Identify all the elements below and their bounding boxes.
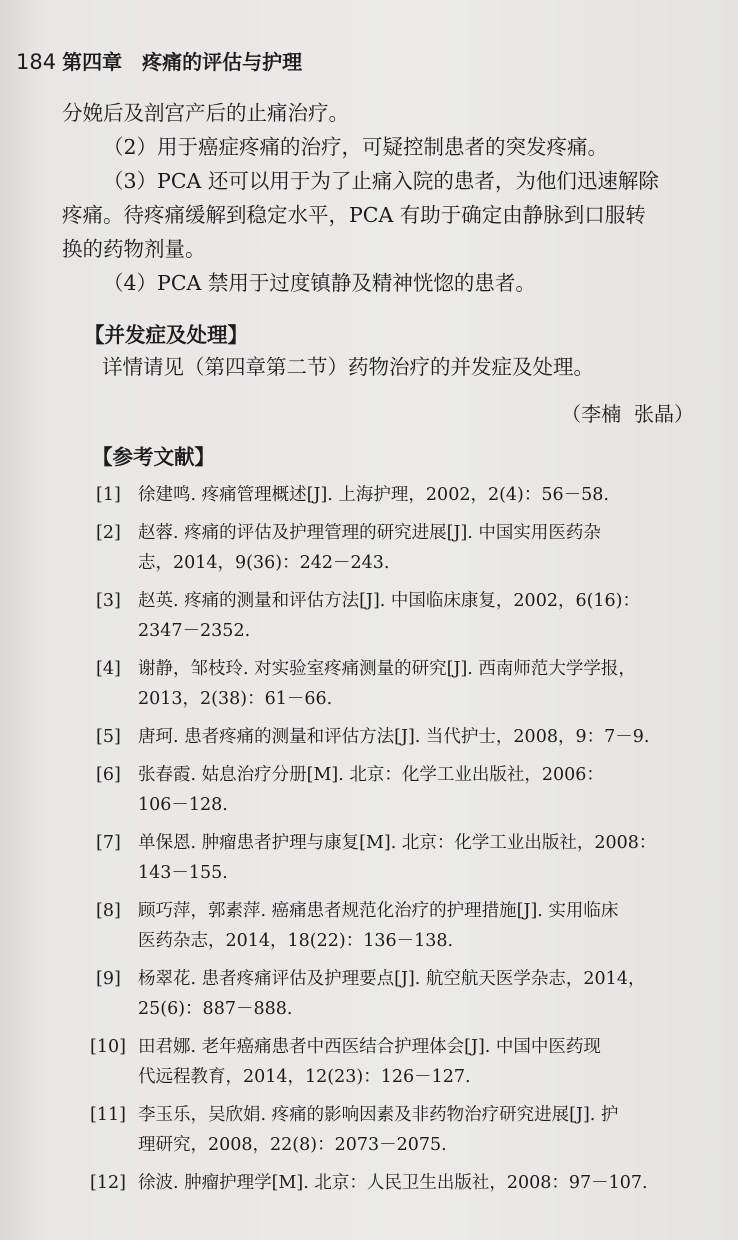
reference-item [90, 1168, 696, 1198]
reference-number: [10] [90, 1037, 126, 1057]
reference-line: 赵蓉. 疼痛的评估及护理管理的研究进展[J]. 中国实用医药杂 [138, 523, 601, 543]
reference-number: [2] [96, 523, 121, 543]
complication-text-block [102, 350, 738, 384]
reference-number: [8] [96, 901, 121, 921]
reference-line: 2347－2352. [138, 621, 251, 641]
reference-line: 143－155. [138, 863, 228, 883]
reference-number: [11] [90, 1105, 126, 1125]
chapter-title: 疼痛的评估与护理 [142, 50, 303, 74]
complication-text: 详情请见（第四章第二节）药物治疗的并发症及处理。 [102, 355, 594, 379]
reference-number: [6] [96, 765, 121, 785]
reference-line: 李玉乐，吴欣娟. 疼痛的影响因素及非药物治疗研究进展[J]. 护 [138, 1105, 619, 1125]
body-line: 疼痛。待疼痛缓解到稳定水平，PCA 有助于确定由静脉到口服转 [62, 203, 646, 227]
complication-heading: 【并发症及处理】 [84, 323, 248, 347]
reference-line: 张春霞. 姑息治疗分册[M]. 北京：化学工业出版社，2006： [138, 765, 604, 785]
reference-item [96, 896, 696, 956]
reference-item [90, 1032, 696, 1092]
reference-number: [5] [96, 727, 121, 747]
reference-line: 徐建鸣. 疼痛管理概述[J]. 上海护理，2002，2(4)：56－58. [138, 485, 609, 505]
reference-item [96, 518, 696, 578]
section-authors: （李楠 张晶） [561, 402, 694, 426]
reference-line: 赵英. 疼痛的测量和评估方法[J]. 中国临床康复，2002，6(16)： [138, 591, 641, 611]
reference-line: 医药杂志，2014，18(22)：136－138. [138, 931, 454, 951]
reference-line: 代远程教育，2014，12(23)：126－127. [138, 1067, 471, 1087]
reference-item [96, 480, 696, 510]
reference-line: 杨翠花. 患者疼痛评估及护理要点[J]. 航空航天医学杂志，2014， [138, 969, 646, 989]
reference-line: 理研究，2008，22(8)：2073－2075. [138, 1135, 447, 1155]
reference-number: [9] [96, 969, 121, 989]
reference-line: 25(6)：887－888. [138, 999, 293, 1019]
references-heading: 【参考文献】 [92, 445, 215, 469]
reference-number: [3] [96, 591, 121, 611]
reference-number: [7] [96, 833, 121, 853]
reference-line: 单保恩. 肿瘤患者护理与康复[M]. 北京：化学工业出版社，2008： [138, 833, 657, 853]
reference-number: [1] [96, 485, 121, 505]
reference-line: 徐波. 肿瘤护理学[M]. 北京：人民卫生出版社，2008：97－107. [138, 1173, 648, 1193]
body-line: （2）用于癌症疼痛的治疗，可疑控制患者的突发疼痛。 [103, 135, 609, 159]
reference-line: 谢静，邹枝玲. 对实验室疼痛测量的研究[J]. 西南师范大学学报， [138, 659, 636, 679]
reference-item [90, 1100, 696, 1160]
reference-list [90, 480, 696, 1206]
reference-line: 田君娜. 老年癌痛患者中西医结合护理体会[J]. 中国中医药现 [138, 1037, 601, 1057]
body-line: （4）PCA 禁用于过度镇静及精神恍惚的患者。 [103, 271, 536, 295]
reference-number: [4] [96, 659, 121, 679]
reference-item [96, 586, 696, 646]
reference-item [96, 722, 696, 752]
reference-item [96, 828, 696, 888]
reference-number: [12] [90, 1173, 126, 1193]
body-paragraphs [62, 96, 702, 300]
chapter-label: 第四章 [62, 50, 123, 74]
reference-line: 106－128. [138, 795, 228, 815]
reference-line: 唐珂. 患者疼痛的测量和评估方法[J]. 当代护士，2008，9：7－9. [138, 727, 650, 747]
reference-item [96, 964, 696, 1024]
running-header [16, 46, 716, 80]
body-line: （3）PCA 还可以用于为了止痛入院的患者，为他们迅速解除 [103, 169, 659, 193]
page-number: 184 [16, 50, 57, 74]
reference-line: 志，2014，9(36)：242－243. [138, 553, 390, 573]
body-line: 换的药物剂量。 [62, 237, 206, 261]
reference-line: 2013，2(38)：61－66. [138, 689, 333, 709]
body-line: 分娩后及剖宫产后的止痛治疗。 [62, 101, 349, 125]
reference-item [96, 654, 696, 714]
reference-line: 顾巧萍，郭素萍. 癌痛患者规范化治疗的护理措施[J]. 实用临床 [138, 901, 619, 921]
reference-item [96, 760, 696, 820]
